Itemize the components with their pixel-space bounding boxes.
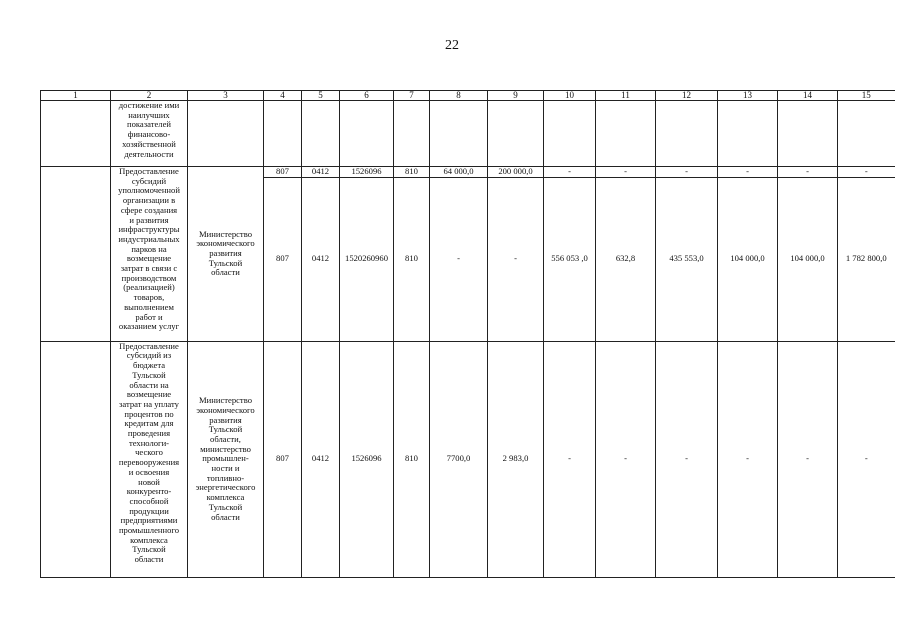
table-row: [41, 101, 895, 167]
header-cell: 7: [394, 91, 430, 101]
header-cell: 1: [41, 91, 111, 101]
table-cell: 7700,0: [430, 341, 488, 577]
table-cell: 104 000,0: [778, 177, 838, 341]
table-cell: -: [596, 167, 656, 178]
table-cell: -: [430, 177, 488, 341]
header-row: [41, 91, 895, 101]
table-cell: 435 553,0: [656, 177, 718, 341]
header-cell: 15: [838, 91, 895, 101]
table-cell: 810: [394, 167, 430, 178]
table-cell: 0412: [302, 177, 340, 341]
table-cell: 807: [264, 167, 302, 178]
table-cell: 0412: [302, 167, 340, 178]
table-cell: 1 782 800,0: [838, 177, 895, 341]
table-cell: 0412: [302, 341, 340, 577]
header-cell: 5: [302, 91, 340, 101]
table-cell: -: [778, 167, 838, 178]
page-number: 22: [445, 38, 459, 53]
header-cell: 9: [488, 91, 544, 101]
table-cell: -: [596, 341, 656, 577]
header-cell: 4: [264, 91, 302, 101]
table-cell: 807: [264, 177, 302, 341]
table-cell: -: [838, 167, 895, 178]
table-cell: -: [718, 167, 778, 178]
header-cell: 14: [778, 91, 838, 101]
table-cell: 200 000,0: [488, 167, 544, 178]
table-cell: 2 983,0: [488, 341, 544, 577]
header-cell: 6: [340, 91, 394, 101]
table-cell: 64 000,0: [430, 167, 488, 178]
table-cell: -: [656, 341, 718, 577]
table-cell: 104 000,0: [718, 177, 778, 341]
budget-table: [40, 90, 895, 578]
table-cell: -: [544, 167, 596, 178]
table-cell: 1526096: [340, 341, 394, 577]
table-cell: 807: [264, 341, 302, 577]
table-cell: 632,8: [596, 177, 656, 341]
header-cell: 2: [111, 91, 188, 101]
header-cell: 13: [718, 91, 778, 101]
table-cell: -: [778, 341, 838, 577]
row-a-ministry: Министерство экономического развития Тульской области: [196, 228, 255, 278]
table-cell: -: [718, 341, 778, 577]
row-continuation-name: достижение ими наилучших показателей финансово- хозяйственной деятельности: [118, 100, 180, 159]
header-cell: 10: [544, 91, 596, 101]
row-b-ministry: Министерство экономического развития Тульской области, министерство промышлен- ности и топливно- энергетического комплекса Тульской области: [195, 395, 256, 522]
header-cell: 8: [430, 91, 488, 101]
table-cell: -: [656, 167, 718, 178]
row-a-name: Предоставление субсидий уполномоченной организации в сфере создания и развития инфраструктуры индустриальных парков на возмещение затрат в связи с производством (реализацией) товаров, выполнением работ и оказанием услуг: [118, 166, 180, 332]
table-row: [41, 341, 895, 577]
table-cell: 1520260960: [340, 177, 394, 341]
header-cell: 11: [596, 91, 656, 101]
table-row: [41, 167, 895, 178]
table-cell: -: [488, 177, 544, 341]
row-b-name: Предоставление субсидий из бюджета Тульской области на возмещение затрат на уплату процентов по кредитам для проведения технологи- ческого перевооружения и освоения новой конкуренто- способной продукции предприятиями промышленного комплекса Тульской области: [118, 341, 180, 565]
table-cell: 810: [394, 341, 430, 577]
table-cell: 556 053 ,0: [544, 177, 596, 341]
header-cell: 3: [188, 91, 264, 101]
table-cell: -: [544, 341, 596, 577]
table-cell: 1526096: [340, 167, 394, 178]
table-cell: -: [838, 341, 895, 577]
table-cell: 810: [394, 177, 430, 341]
header-cell: 12: [656, 91, 718, 101]
